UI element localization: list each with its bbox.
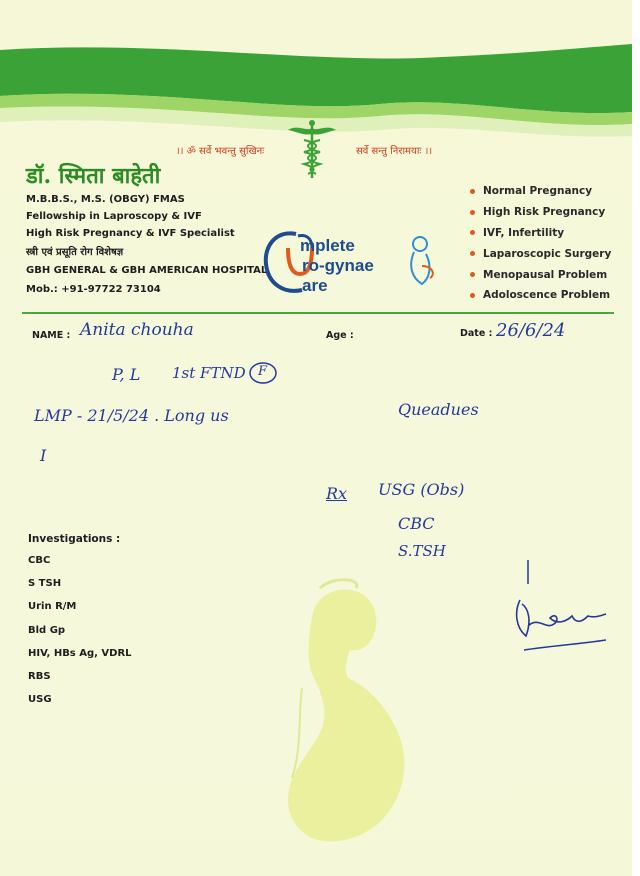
hospital-name: GBH GENERAL & GBH AMERICAN HOSPITAL	[26, 265, 268, 276]
investigation-item: S TSH	[28, 578, 62, 590]
date-value: 26/6/24	[496, 320, 566, 341]
doctor-signature	[510, 560, 610, 660]
note-delivery: 1st FTND	[172, 364, 246, 382]
service-item: Adoloscence Problem	[470, 285, 611, 306]
note-parity: P, L	[112, 365, 141, 384]
note-lmp: LMP - 21/5/24 . Long us	[34, 406, 229, 425]
pregnant-woman-watermark	[262, 578, 422, 848]
investigation-item: RBS	[28, 670, 51, 682]
name-value: Anita chouha	[80, 320, 194, 340]
service-item: IVF, Infertility	[470, 223, 611, 244]
service-item: Menopausal Problem	[470, 264, 611, 285]
service-item: High Risk Pregnancy	[470, 202, 611, 223]
qualification-fellowship: Fellowship in Laproscopy & IVF	[26, 211, 202, 222]
qualification-specialist: High Risk Pregnancy & IVF Specialist	[26, 228, 235, 239]
bullet-icon	[470, 251, 475, 256]
service-item: Normal Pregnancy	[470, 181, 611, 202]
rx-item: CBC	[398, 514, 435, 533]
bullet-icon	[470, 210, 475, 215]
logo-line2: ro-gynae	[302, 256, 374, 275]
investigation-item: CBC	[28, 555, 51, 566]
investigation-item: HIV, HBs Ag, VDRL	[28, 647, 132, 659]
header-divider	[22, 312, 614, 314]
rx-item: USG (Obs)	[378, 480, 465, 499]
age-label: Age :	[326, 330, 354, 341]
qualification-hindi: स्त्री एवं प्रसूति रोग विशेषज्ञ	[26, 247, 124, 258]
qualification-degree: M.B.B.S., M.S. (OBGY) FMAS	[26, 194, 185, 205]
services-list	[470, 181, 611, 306]
bullet-icon	[470, 272, 475, 277]
investigations-title: Investigations :	[28, 533, 121, 545]
rx-item: S.TSH	[398, 542, 446, 560]
bullet-icon	[470, 230, 475, 235]
date-label: Date :	[460, 328, 493, 339]
doctor-name: डॉ. स्मिता बाहेती	[26, 163, 161, 189]
note-roman: I	[40, 446, 47, 465]
investigation-item: USG	[28, 694, 52, 706]
logo-line3: are	[302, 276, 328, 295]
service-item: Laparoscopic Surgery	[470, 243, 611, 264]
scan-edge	[632, 0, 640, 876]
name-label: NAME :	[32, 330, 71, 341]
mobile-number: Mob.: +91-97722 73104	[26, 284, 161, 295]
rx-label: Rx	[326, 484, 348, 503]
logo-line1: mplete	[300, 236, 355, 255]
bullet-icon	[470, 189, 475, 194]
caduceus-icon	[284, 118, 340, 180]
investigation-item: Bld Gp	[28, 624, 66, 636]
note-female: F	[258, 364, 268, 379]
shloka-right: सर्वे सन्तु निरामयाः ।।	[356, 146, 433, 157]
investigation-item: Urin R/M	[28, 601, 77, 613]
bullet-icon	[470, 293, 475, 298]
shloka-left: ।। ॐ सर्वे भवन्तु सुखिनः	[176, 146, 265, 157]
note-right: Queadues	[398, 400, 479, 419]
investigations-list	[28, 555, 132, 717]
